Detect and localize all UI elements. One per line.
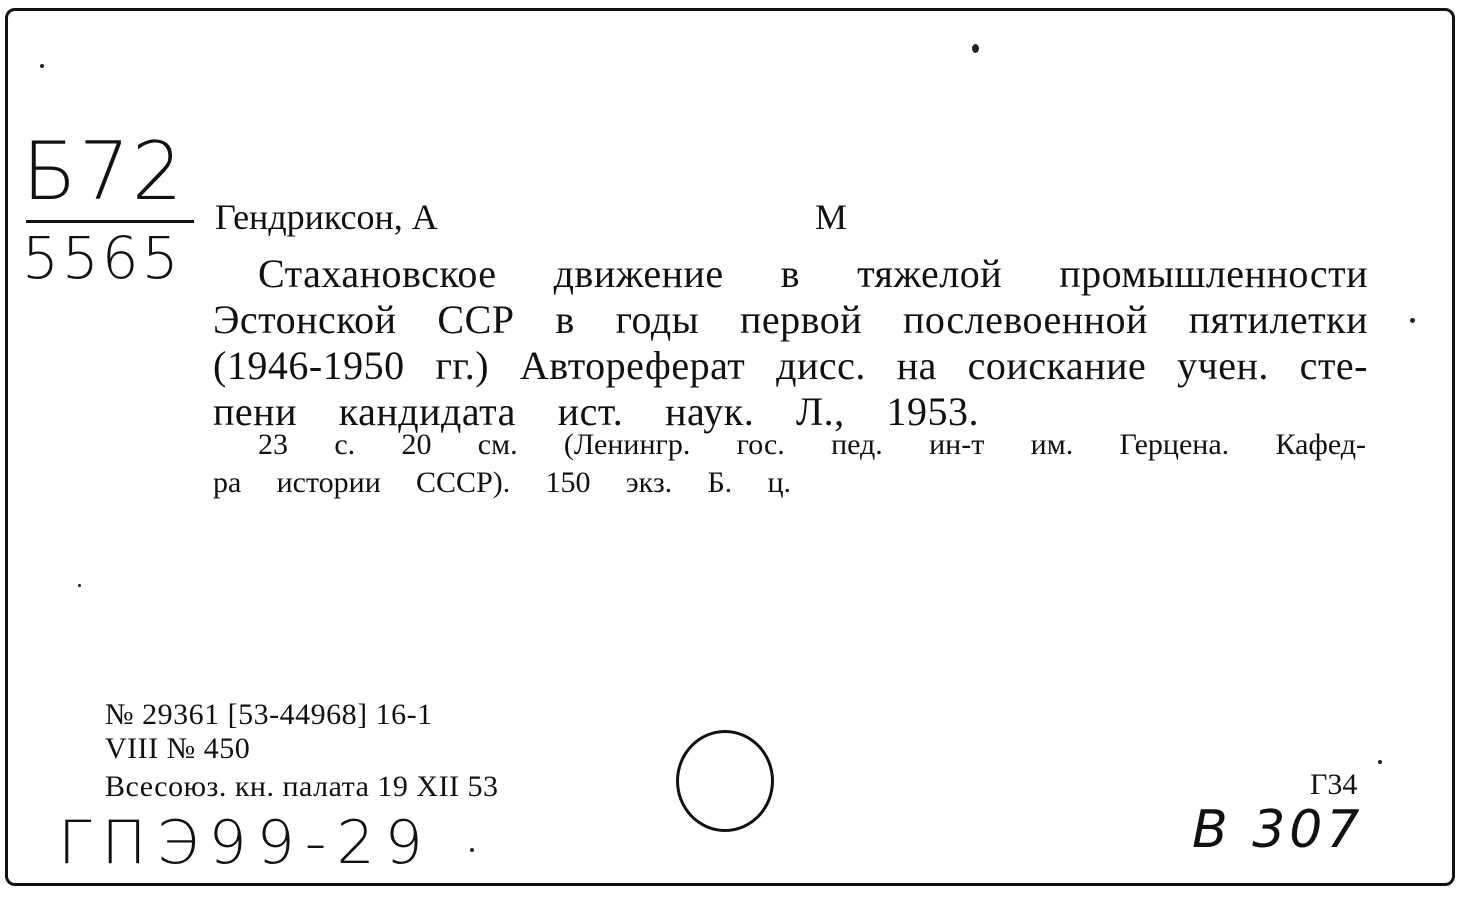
description-line: ра истории СССР). 150 экз. Б. ц. xyxy=(213,466,791,499)
shelf-mark-top: Б72 xyxy=(22,125,185,218)
registration-volume: VIII № 450 xyxy=(105,732,251,765)
title-line: пени кандидата ист. наук. Л., 1953. xyxy=(213,389,979,434)
title-line: (1946-1950 гг.) Автореферат дисс. на соискание учен. сте- xyxy=(213,343,1368,388)
handwritten-code-right: В 307 xyxy=(1192,800,1364,860)
ink-speck xyxy=(40,64,44,68)
ink-speck xyxy=(1378,760,1382,764)
ink-speck xyxy=(972,44,979,53)
classification-code: Г34 xyxy=(1310,768,1358,801)
author-initial: М xyxy=(815,197,848,237)
registration-number: № 29361 [53-44968] 16-1 xyxy=(105,698,433,731)
description-line: 23 с. 20 см. (Ленингр. гос. пед. ин-т им. Герцена. Кафед- xyxy=(258,428,1366,461)
shelf-mark-bottom: 5565 xyxy=(22,224,182,292)
registration-chamber: Всесоюз. кн. палата 19 XII 53 xyxy=(105,770,499,803)
title-line: Эстонской ССР в годы первой послевоенной пятилетки xyxy=(213,297,1368,342)
circle-stamp xyxy=(676,730,774,832)
shelf-mark-divider xyxy=(26,220,194,223)
handwritten-code-left: ГПЭ99-29 xyxy=(58,808,433,878)
author-name: Гендриксон, А xyxy=(215,197,438,237)
ink-speck xyxy=(470,848,474,852)
title-line: Стахановское движение в тяжелой промышленности xyxy=(258,251,1368,296)
ink-speck xyxy=(1410,318,1415,323)
shelf-mark xyxy=(22,125,200,292)
ink-speck xyxy=(78,584,81,587)
